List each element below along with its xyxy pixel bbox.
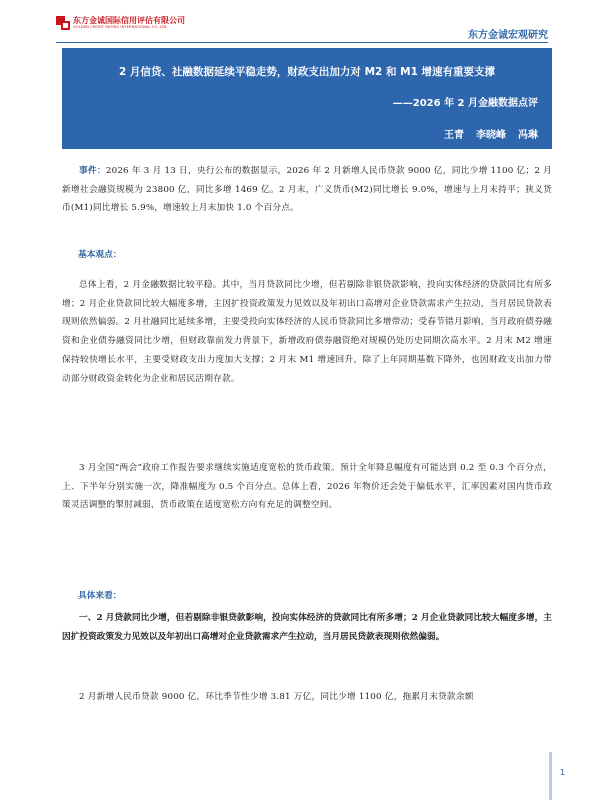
logo-mark-icon [56,16,70,30]
basic-view-paragraph-2: 3 月全国“两会”政府工作报告要求继续实施适度宽松的货币政策。预计全年降息幅度有可能达到 0.2 至 0.3 个百分点，上、下半年分别实施一次，降准幅度为 0.5 个百分点。总体上看，2026 年物价还会处于偏低水平，汇率因素对国内货币政策灵活调整的掣肘减弱，货币政策在适度宽松方向有充足的调整空间。 [62,463,552,511]
section-one-heading: 一、2 月贷款同比少增，但若剔除非银贷款影响，投向实体经济的贷款同比有所多增；2 月企业贷款同比较大幅度多增，主因扩投资政策发力见效以及年初出口高增对企业贷款需求产生拉动，当月居民贷款表现则依然偏弱。 [62,613,552,643]
page-header [56,15,548,41]
event-text: 2026 年 3 月 13 日，央行公布的数据显示，2026 年 2 月新增人民币贷款 9000 亿，同比少增 1100 亿；2 月新增社会融资规模为 23800 亿，同比多增 1469 亿。2 月末，广义货币(M2)同比增长 9.0%，增速与上月末持平；狭义货币(M1)同比增长 5.9%，增速较上月末加快 1.0 个百分点。 [62,166,552,214]
page-number: 1 [560,768,566,777]
title-banner [62,48,552,149]
details-label: 具体来看： [78,591,122,601]
author-list [444,126,538,141]
basic-view-paragraph-1: 总体上看，2 月金融数据比较平稳。其中，当月贷款同比少增，但若剔除非银贷款影响，投向实体经济的贷款同比有所多增；2 月企业贷款同比较大幅度多增，主因扩投资政策发力见效以及年初出口高增对企业贷款需求产生拉动，当月居民贷款表现则依然偏弱。2 月社融同比延续多增，主要受投向实体经济的人民币贷款同比多增带动；受春节错月影响，当月政府债券融资和企业债券融资同比少增，但财政靠前发力背景下，新增政府债券融资绝对规模仍处历史同期次高水平。2 月末 M2 增速保持较快增长水平，主要受财政支出力度加大支撑；2 月末 M1 增速回升，除了上年同期基数下降外，也因财政支出加力带动部分财政资金转化为企业和居民活期存款。 [62,280,552,384]
details-paragraph-1: 2 月新增人民币贷款 9000 亿，环比季节性少增 3.81 万亿，同比少增 1100 亿，拖累月末贷款余额 [79,692,474,702]
header-divider [56,42,548,43]
author-name: 李晓峰 [476,130,506,141]
report-title: 2 月信贷、社融数据延续平稳走势，财政支出加力对 M2 和 M1 增速有重要支撑 [118,66,496,78]
author-name: 冯琳 [518,130,538,141]
logo-cn-text: 东方金诚国际信用评估有限公司 [73,15,185,25]
basic-view-label: 基本观点： [78,250,122,260]
page-side-bar [549,752,552,800]
report-subtitle: ——2026 年 2 月金融数据点评 [392,98,538,109]
company-logo [56,16,185,30]
logo-en-text: GOLDEN CREDIT RATING INTERNATIONAL CO.,LTD. [73,24,168,29]
header-series-title: 东方金诚宏观研究 [468,30,548,41]
event-paragraph [62,162,552,218]
event-label: 事件： [79,166,106,176]
author-name: 王青 [444,130,464,141]
